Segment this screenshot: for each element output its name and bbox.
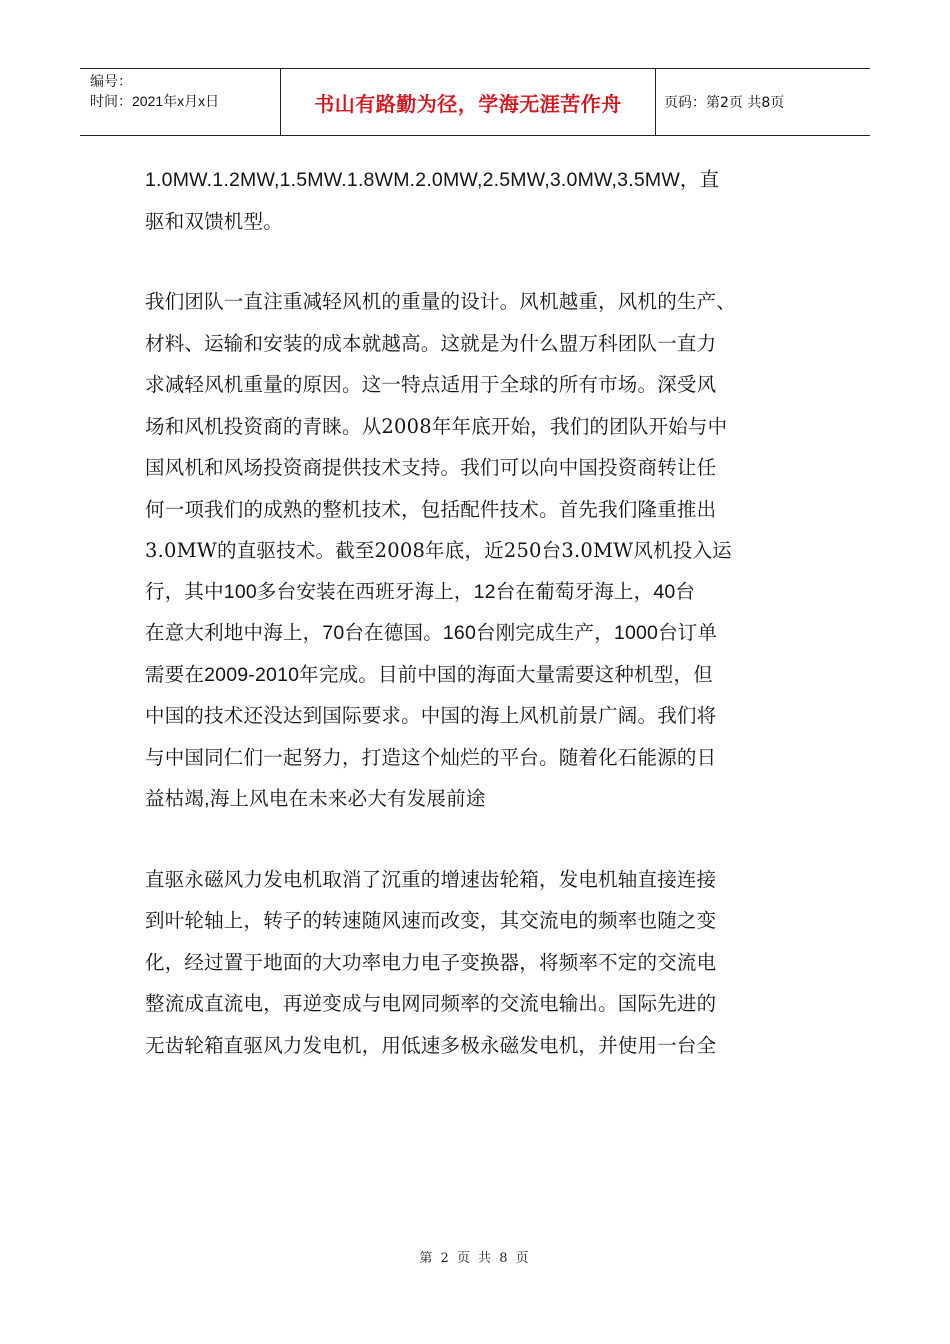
paragraph-team-intro [145,281,815,821]
page-footer [0,1247,950,1266]
text-line: 何一项我们的成熟的整机技术，包括配件技术。首先我们隆重推出 [145,497,717,521]
text-line: 益枯竭,海上风电在未来必大有发展前途 [145,788,486,810]
motto-text: 书山有路勤为径，学海无涯苦作舟 [314,91,622,116]
date-label: 时间：2021年x月x日 [90,93,220,109]
paragraph-capacity-list [145,160,815,243]
text-line: 国风机和风场投资商提供技术支持。我们可以向中国投资商转让任 [145,456,717,479]
text-line: 需要在2009-2010年完成。目前中国的海面大量需要这种机型，但 [145,663,713,686]
paragraph-direct-drive [145,859,815,1067]
text-line: 驱和双馈机型。 [145,210,283,233]
text-line: 化，经过置于地面的大功率电力电子变换器，将频率不定的交流电 [145,950,717,974]
text-line: 行，其中100多台安装在西班牙海上，12台在葡萄牙海上，40台 [145,580,696,603]
header-page-cell [656,69,870,135]
text-line: 3.0MW的直驱技术。截至2008年底，近250台3.0MW风机投入运 [145,539,732,562]
text-line: 与中国同仁们一起努力，打造这个灿烂的平台。随着化石能源的日 [145,746,717,769]
text-line: 直驱永磁风力发电机取消了沉重的增速齿轮箱，发电机轴直接连接 [145,867,717,891]
text-line: 到叶轮轴上，转子的转速随风速而改变，其交流电的频率也随之变 [145,909,717,932]
text-line: 无齿轮箱直驱风力发电机，用低速多极永磁发电机，并使用一台全 [145,1033,717,1057]
text-line: 场和风机投资商的青睐。从2008年年底开始，我们的团队开始与中 [145,414,728,438]
document-body [145,160,815,1104]
number-label: 编号： [90,73,132,89]
text-line: 整流成直流电，再逆变成与电网同频率的交流电输出。国际先进的 [145,992,717,1015]
text-line: 1.0MW.1.2MW,1.5MW.1.8WM.2.0MW,2.5MW,3.0MW,3.5MW，直 [145,169,720,191]
text-line: 材料、运输和安装的成本就越高。这就是为什么盟万科团队一直力 [145,331,717,355]
footer-page-number: 第 2 页 共 8 页 [419,1251,531,1266]
text-line: 在意大利地中海上，70台在德国。160台刚完成生产，1000台订单 [145,622,718,644]
header-meta-cell [80,69,281,135]
header-motto-cell [281,69,656,135]
text-line: 求减轻风机重量的原因。这一特点适用于全球的所有市场。深受风 [145,373,717,396]
page-header [80,68,870,136]
text-line: 我们团队一直注重减轻风机的重量的设计。风机越重，风机的生产、 [145,290,737,313]
text-line: 中国的技术还没达到国际要求。中国的海上风机前景广阔。我们将 [145,705,717,727]
page-info: 页码：第2页 共8页 [664,95,785,111]
